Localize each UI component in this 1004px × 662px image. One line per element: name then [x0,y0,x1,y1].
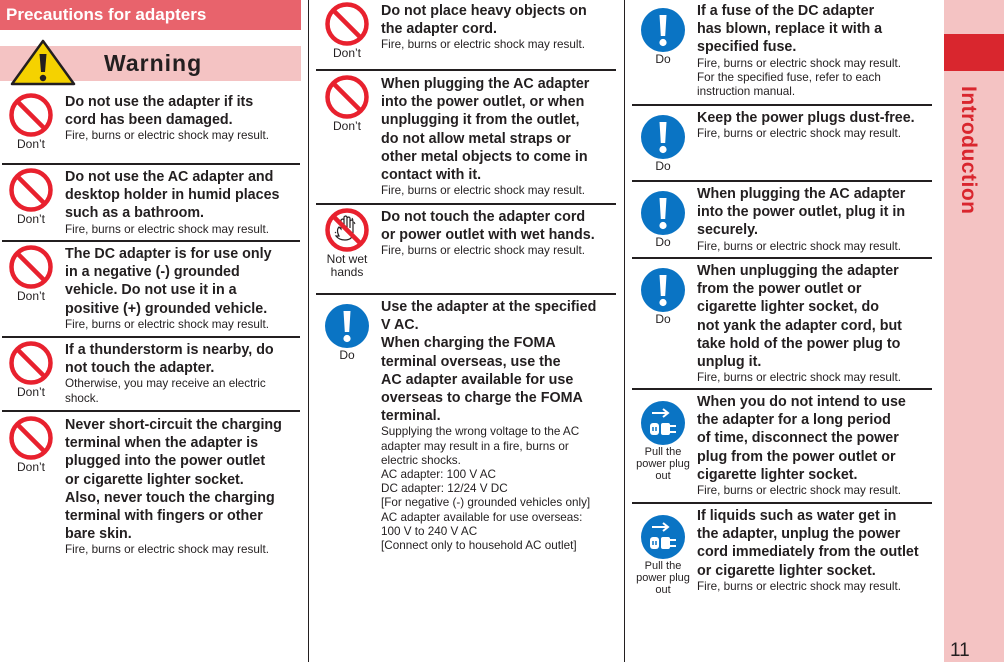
item-body: Fire, burns or electric shock may result. [697,484,901,498]
item-heading: If liquids such as water get in the adapter, unplug the power cord immediately from the outlet or cigarette lighter socket. [697,508,919,579]
pull-power-plug-icon [641,401,685,445]
icon-label-not-wet-hands: Not wet hands [326,252,368,279]
divider [2,240,300,242]
column-middle [316,0,616,662]
item-body: Fire, burns or electric shock may result. [65,222,269,236]
divider [2,410,300,412]
item-body: Fire, burns or electric shock may result. [381,184,585,198]
icon-label-dont: Don’t [16,212,45,226]
mandatory-action-icon [325,304,369,348]
divider [316,293,616,295]
item-body: Fire, burns or electric shock may result. [697,239,901,253]
icon-label-do: Do [655,235,671,249]
icon-label-pull-plug: Pull the power plug out [636,560,690,596]
icon-label-dont: Don’t [332,46,361,60]
no-wet-hands-icon [325,208,369,252]
item-body: Supplying the wrong voltage to the AC adapter may result in a fire, burns or electric shocks. AC adapter: 100 V AC DC adapter: 12/24 V DC [For negative (-) grounded vehicles only] AC adapter available for use overseas: 100 V to 240 V AC [Connect only to household AC outlet] [381,425,591,553]
item-body: Fire, burns or electric shock may result. [381,244,585,258]
chapter-title: Introduction [957,86,980,215]
item-heading: Do not place heavy objects on the adapter cord. [381,3,587,38]
prohibited-icon [9,168,53,212]
item-body: Fire, burns or electric shock may result. For the specified fuse, refer to each instruction manual. [697,56,901,99]
prohibited-icon [9,341,53,385]
divider [632,104,932,106]
item-heading: Never short-circuit the charging terminal when the adapter is plugged into the power outlet or cigarette lighter socket. Also, never touch the charging terminal with fingers or other bare skin. [65,417,282,543]
icon-label-dont: Don’t [16,289,45,303]
divider [2,336,300,338]
divider [632,180,932,182]
column-divider [308,0,309,662]
prohibited-icon [9,416,53,460]
column-left [0,0,304,662]
item-heading: Do not use the adapter if its cord has been damaged. [65,94,254,129]
column-right [632,0,934,662]
item-heading: Do not use the AC adapter and desktop holder in humid places such as a bathroom. [65,169,280,222]
warning-label: Warning [104,50,203,76]
mandatory-action-icon [641,8,685,52]
mandatory-action-icon [641,268,685,312]
item-heading: Keep the power plugs dust-free. [697,110,915,126]
item-body: Fire, burns or electric shock may result. [697,579,901,593]
prohibited-icon [9,245,53,289]
icon-label-do: Do [655,159,671,173]
divider [632,502,932,504]
icon-label-dont: Don’t [16,460,45,474]
warning-triangle-icon [8,38,78,86]
item-heading: If a thunderstorm is nearby, do not touch the adapter. [65,342,274,377]
item-heading: If a fuse of the DC adapter has blown, replace it with a specified fuse. [697,3,883,56]
item-heading: When unplugging the adapter from the power outlet or cigarette lighter socket, do not yank the adapter cord, but take hold of the power plug to unplug it. [697,263,902,371]
item-heading: When you do not intend to use the adapter for a long period of time, disconnect the power plug from the power outlet or cigarette lighter socket. [697,394,906,483]
section-title: Precautions for adapters [0,0,301,30]
item-body: Fire, burns or electric shock may result. [65,129,269,143]
column-divider [624,0,625,662]
page-number: 11 [950,640,970,661]
icon-label-dont: Don’t [16,385,45,399]
chapter-tab-marker [944,34,1004,71]
mandatory-action-icon [641,115,685,159]
divider [632,257,932,259]
warning-banner [0,46,301,81]
icon-label-do: Do [655,52,671,66]
item-heading: When plugging the AC adapter into the power outlet, or when unplugging it from the outlet, do not allow metal straps or other metal objects to come in contact with it. [381,76,590,184]
prohibited-icon [325,2,369,46]
icon-label-dont: Don’t [332,119,361,133]
item-body: Fire, burns or electric shock may result. [65,317,269,331]
item-heading: The DC adapter is for use only in a negative (-) grounded vehicle. Do not use it in a positive (+) grounded vehicle. [65,246,272,317]
icon-label-do: Do [655,312,671,326]
item-heading: Use the adapter at the specified V AC. When charging the FOMA terminal overseas, use the AC adapter available for use overseas to charge the FOMA terminal. [381,299,597,425]
prohibited-icon [9,93,53,137]
item-body: Fire, burns or electric shock may result. [697,127,901,141]
item-body: Fire, burns or electric shock may result. [697,371,901,385]
divider [2,163,300,165]
divider [316,69,616,71]
icon-label-pull-plug: Pull the power plug out [636,446,690,482]
prohibited-icon [325,75,369,119]
item-heading: Do not touch the adapter cord or power outlet with wet hands. [381,209,595,244]
icon-label-dont: Don’t [16,137,45,151]
item-body: Otherwise, you may receive an electric shock. [65,377,266,405]
item-body: Fire, burns or electric shock may result. [381,38,585,52]
mandatory-action-icon [641,191,685,235]
pull-power-plug-icon [641,515,685,559]
item-body: Fire, burns or electric shock may result. [65,543,269,557]
divider [632,388,932,390]
item-heading: When plugging the AC adapter into the power outlet, plug it in securely. [697,186,906,239]
divider [316,203,616,205]
icon-label-do: Do [339,348,355,362]
